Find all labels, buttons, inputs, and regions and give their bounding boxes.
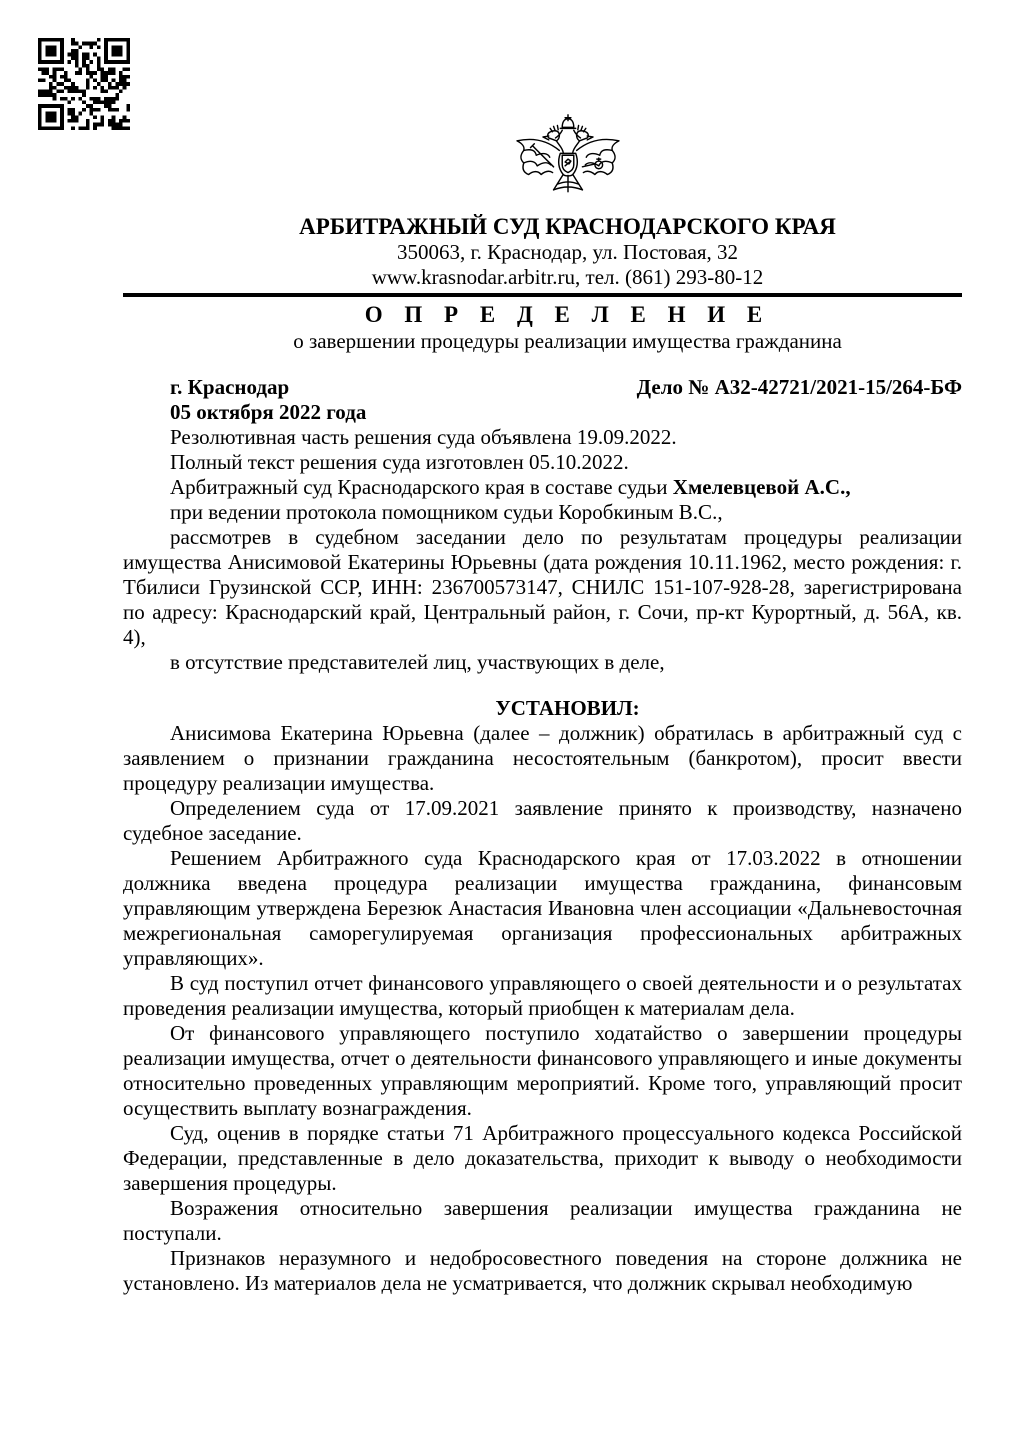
body-paragraph: Анисимова Екатерина Юрьевна (далее – должник) обратилась в арбитражный суд с заявлением о признании гражданина несостоятельным (банкротом), просит ввести процедуру реализации имущества.: [123, 721, 962, 795]
city: г. Краснодар: [170, 375, 290, 399]
body-paragraph: В суд поступил отчет финансового управляющего о своей деятельности и о результатах проведения реализации имущества, который приобщен к материалам дела.: [123, 971, 962, 1020]
resolutive-part-line: Резолютивная часть решения суда объявлена 19.09.2022.: [170, 425, 677, 449]
header-divider: [123, 293, 962, 297]
absence-line: в отсутствие представителей лиц, участвующих в деле,: [170, 650, 665, 674]
ustanovil-heading: УСТАНОВИЛ:: [495, 696, 640, 720]
protocol-line: при ведении протокола помощником судьи Коробкиным В.С.,: [170, 500, 723, 524]
court-header: [123, 112, 1012, 290]
case-info-row: [123, 375, 962, 425]
court-name: АРБИТРАЖНЫЙ СУД КРАСНОДАРСКОГО КРАЯ: [299, 214, 836, 239]
composition-text: Арбитражный суд Краснодарского края в составе судьи: [170, 475, 673, 499]
body-paragraph: Решением Арбитражного суда Краснодарского края от 17.03.2022 в отношении должника введена процедура реализации имущества гражданина, финансовым управляющим утверждена Березюк Анастасия Ивановна член ассоциации «Дальневосточная межрегиональная саморегулируемая организация профессиональных арбитражных управляющих».: [123, 846, 962, 970]
case-number: Дело № А32-42721/2021-15/264-БФ: [636, 375, 962, 399]
body-paragraph: Признаков неразумного и недобросовестного поведения на стороне должника не установлено. Из материалов дела не усматривается, что должник скрывал необходимую: [123, 1246, 962, 1295]
body-paragraph: От финансового управляющего поступило ходатайство о завершении процедуры реализации имущества, отчет о деятельности финансового управляющего и иные документы относительно проведенных управляющим мероприятий. Кроме того, управляющий просит осуществить выплату вознаграждения.: [123, 1021, 962, 1120]
case-description: рассмотрев в судебном заседании дело по результатам процедуры реализации имущества Анисимовой Екатерины Юрьевны (дата рождения 10.11.1962, место рождения: г. Тбилиси Грузинской ССР, ИНН: 236700573147, СНИЛС 151-107-928-28, зарегистрирована по адресу: Краснодарский край, Центральный район, г. Сочи, пр-кт Курортный, д. 56А, кв. 4),: [123, 525, 962, 649]
decision-date: 05 октября 2022 года: [170, 400, 367, 424]
document-subtitle: о завершении процедуры реализации имущества гражданина: [293, 329, 842, 353]
body-paragraph: Возражения относительно завершения реализации имущества гражданина не поступали.: [123, 1196, 962, 1245]
court-address: 350063, г. Краснодар, ул. Постовая, 32: [396, 240, 739, 264]
judge-name: Хмелевцевой А.С.,: [672, 475, 851, 499]
coat-of-arms-icon: [123, 112, 1012, 212]
qr-code-svg: [38, 38, 130, 130]
court-contacts: www.krasnodar.arbitr.ru, тел. (861) 293-80-12: [371, 265, 764, 289]
court-composition-line: [123, 475, 962, 500]
body-paragraph: Определением суда от 17.09.2021 заявление принято к производству, назначено судебное заседание.: [123, 796, 962, 845]
place-date-block: [170, 375, 366, 425]
full-text-line: Полный текст решения суда изготовлен 05.10.2022.: [170, 450, 629, 474]
body-paragraph: Суд, оценив в порядке статьи 71 Арбитражного процессуального кодекса Российской Федерации, представленные в дело доказательства, приходит к выводу о необходимости завершения процедуры.: [123, 1121, 962, 1195]
document-title: О П Р Е Д Е Л Е Н И Е: [364, 302, 771, 327]
qr-code-icon: [38, 38, 130, 130]
